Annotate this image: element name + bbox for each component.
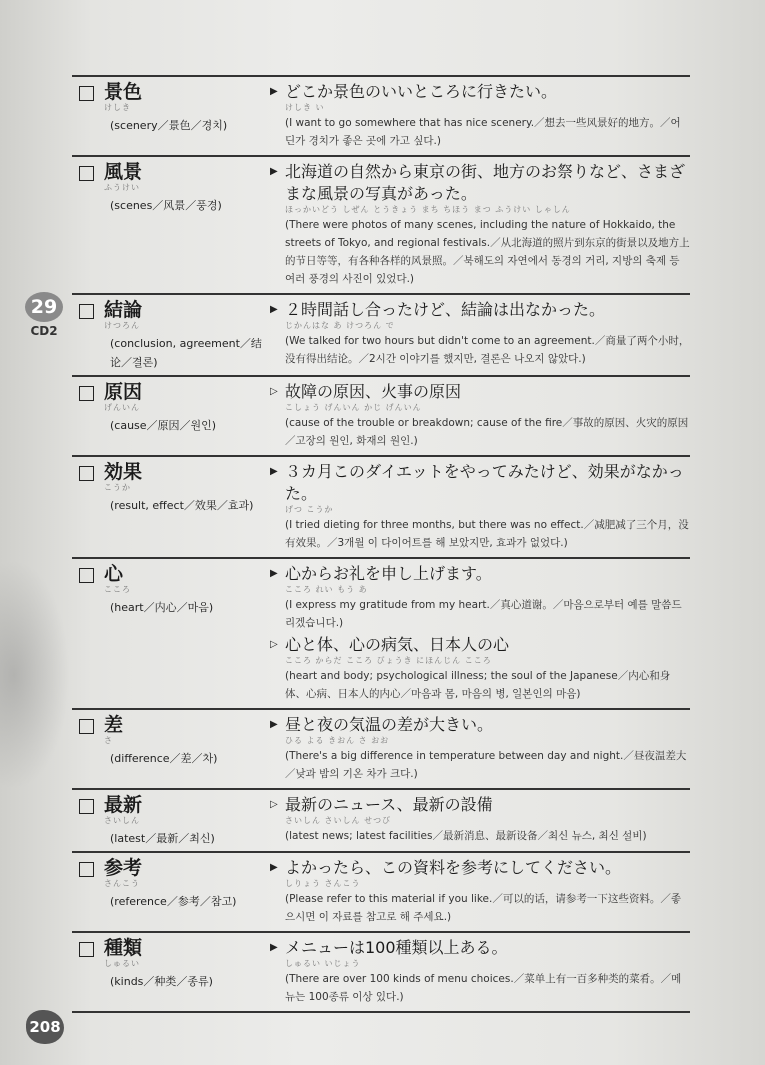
sentence-text: ３カ月このダイエットをやってみたけど、効果がなかった。 (285, 462, 684, 503)
sentence-text: 心からお礼を申し上げます。 (285, 564, 492, 583)
sentence-line (270, 937, 690, 959)
entry-example-column (268, 299, 690, 372)
word-reading: げんいん (104, 403, 140, 412)
sentence-translation: (There were photos of many scenes, including the nature of Hokkaido, the streets of Tokyo, and regional festivals.／从北海道的照片到东京的街景以及地方上的节日等等，有各种各样的风景照。／북해도의 자연에서 동경의 거리, 지방의 축제 등 여러 풍경의 사진이 있었다.) (285, 219, 690, 285)
word-line (72, 381, 268, 413)
word-block (104, 563, 131, 595)
word-reading: こうか (104, 483, 131, 492)
sentence-line (270, 634, 690, 656)
vocab-word: 風景 (104, 161, 143, 183)
entry-word-column (72, 81, 268, 152)
word-meaning: (cause／原因／원인) (110, 419, 217, 432)
vocab-word: 心 (104, 563, 124, 585)
checkbox[interactable] (79, 862, 94, 877)
play-triangle-icon: ▶ (270, 568, 278, 579)
sentence-translation: (I tried dieting for three months, but there was no effect.／减肥减了三个月，没有效果。／3개월 이 다이어트를 해 보았지만, 효과가 없었다.) (285, 519, 689, 549)
sentence-text: 北海道の自然から東京の街、地方のお祭りなど、さまざまな風景の写真があった。 (285, 162, 686, 203)
page-shadow (0, 560, 70, 790)
word-reading: さ (104, 736, 113, 745)
sentence-reading: げつ こうか (285, 505, 334, 514)
play-triangle-icon: ▷ (270, 639, 278, 650)
play-triangle-icon: ▶ (270, 719, 278, 730)
vocab-entry (72, 853, 690, 933)
checkbox[interactable] (79, 719, 94, 734)
sentence-translation: (cause of the trouble or breakdown; cause of the fire／事故的原因、火灾的原因／고장의 원인, 화재의 원인.) (285, 417, 689, 447)
checkbox[interactable] (79, 799, 94, 814)
vocab-entry (72, 377, 690, 457)
word-meaning: (scenes／风景／풍경) (110, 199, 222, 212)
checkbox[interactable] (79, 466, 94, 481)
vocab-word: 結論 (104, 299, 143, 321)
word-line (72, 714, 268, 746)
word-reading: さんこう (104, 879, 140, 888)
sentence-translation: (There are over 100 kinds of menu choices.／菜单上有一百多种类的菜肴。／메뉴는 100종류 이상 있다.) (285, 973, 682, 1003)
vocab-entry (72, 157, 690, 295)
play-triangle-icon: ▶ (270, 862, 278, 873)
example-sentence (270, 161, 690, 288)
sentence-line (270, 714, 690, 736)
sentence-reading: しりょう さんこう (285, 879, 361, 888)
word-block (104, 937, 142, 969)
entry-example-column (268, 563, 690, 705)
sentence-line (270, 81, 690, 103)
word-meaning: (difference／差／차) (110, 752, 218, 765)
vocab-entry (72, 77, 690, 157)
entry-example-column (268, 857, 690, 928)
word-meaning: (scenery／景色／경치) (110, 119, 228, 132)
vocab-entry (72, 710, 690, 790)
vocab-list (72, 75, 690, 1013)
entry-word-column (72, 461, 268, 554)
word-block (104, 81, 142, 113)
sentence-translation: (There's a big difference in temperature between day and night.／昼夜温差大／낮과 밤의 기온 차가 크다.) (285, 750, 687, 780)
example-sentence (270, 794, 690, 845)
word-block (104, 461, 142, 493)
vocab-entry (72, 790, 690, 853)
example-sentence (270, 299, 690, 368)
checkbox[interactable] (79, 942, 94, 957)
sentence-reading: しゅるい いじょう (285, 959, 361, 968)
sentence-translation: (I express my gratitude from my heart.／真心道谢。／마음으로부터 예를 말씀드리겠습니다.) (285, 599, 682, 629)
sentence-translation: (Please refer to this material if you like.／可以的话，请参考一下这些资料。／좋으시면 이 자료를 참고로 해 주세요.) (285, 893, 681, 923)
word-block (104, 381, 142, 413)
entry-example-column (268, 937, 690, 1008)
play-triangle-icon: ▶ (270, 942, 278, 953)
sentence-line (270, 794, 690, 816)
word-block (104, 161, 142, 193)
lesson-marker (24, 292, 64, 338)
word-meaning: (reference／参考／참고) (110, 895, 237, 908)
lesson-number: 29 (25, 292, 63, 322)
sentence-text: 心と体、心の病気、日本人の心 (285, 635, 510, 654)
word-meaning: (result, effect／效果／효과) (110, 499, 254, 512)
example-sentence (270, 634, 690, 703)
sentence-translation: (heart and body; psychological illness; the soul of the Japanese／内心和身体、心病、日本人的内心／마음과 몸, 마음의 병, 일본인의 마음) (285, 670, 671, 700)
page-number: 208 (26, 1010, 64, 1044)
sentence-text: 故障の原因、火事の原因 (285, 382, 462, 401)
cd-label: CD2 (30, 324, 58, 338)
checkbox[interactable] (79, 386, 94, 401)
sentence-reading: こころ れい もう あ (285, 585, 368, 594)
word-meaning: (heart／内心／마음) (110, 601, 214, 614)
word-block (104, 857, 142, 889)
sentence-reading: ひる よる きおん さ おお (285, 736, 390, 745)
checkbox[interactable] (79, 304, 94, 319)
vocab-word: 参考 (104, 857, 143, 879)
checkbox[interactable] (79, 86, 94, 101)
example-sentence (270, 81, 690, 150)
sentence-translation: (latest news; latest facilities／最新消息、最新设备／최신 뉴스, 최신 설비) (285, 830, 647, 842)
sentence-text: ２時間話し合ったけど、結論は出なかった。 (285, 300, 606, 319)
vocab-entry (72, 457, 690, 559)
word-block (104, 794, 142, 826)
vocab-word: 差 (104, 714, 124, 736)
word-line (72, 857, 268, 889)
sentence-reading: じかんはな あ けつろん で (285, 321, 395, 330)
vocab-word: 種類 (104, 937, 143, 959)
play-triangle-icon: ▷ (270, 386, 278, 397)
word-reading: しゅるい (104, 959, 140, 968)
word-line (72, 794, 268, 826)
word-reading: こころ (104, 585, 131, 594)
word-line (72, 937, 268, 969)
word-meaning: (conclusion, agreement／结论／결론) (110, 337, 262, 369)
sentence-reading: さいしん さいしん せつび (285, 816, 392, 825)
sentence-text: 昼と夜の気温の差が大きい。 (285, 715, 494, 734)
sentence-translation: (We talked for two hours but didn't come to an agreement.／商量了两个小时，没有得出结论。／2시간 이야기를 했지만, 결론은 나오지 않았다.) (285, 335, 690, 365)
play-triangle-icon: ▶ (270, 86, 278, 97)
vocab-word: 景色 (104, 81, 143, 103)
entry-word-column (72, 299, 268, 372)
sentence-line (270, 461, 690, 505)
entry-word-column (72, 381, 268, 452)
example-sentence (270, 563, 690, 632)
sentence-text: 最新のニュース、最新の設備 (285, 795, 493, 814)
play-triangle-icon: ▶ (270, 466, 278, 477)
word-line (72, 563, 268, 595)
word-reading: けつろん (104, 321, 140, 330)
play-triangle-icon: ▶ (270, 166, 278, 177)
example-sentence (270, 714, 690, 783)
example-sentence (270, 857, 690, 926)
vocab-entry (72, 559, 690, 710)
word-reading: けしき (104, 103, 131, 112)
word-meaning: (latest／最新／최신) (110, 832, 215, 845)
sentence-text: メニューは100種類以上ある。 (285, 938, 508, 957)
entry-example-column (268, 161, 690, 290)
vocab-entry (72, 933, 690, 1013)
entry-example-column (268, 714, 690, 785)
entry-word-column (72, 937, 268, 1008)
word-line (72, 461, 268, 493)
word-reading: さいしん (104, 816, 140, 825)
entry-word-column (72, 161, 268, 290)
entry-example-column (268, 81, 690, 152)
sentence-reading: こころ からだ こころ びょうき にほんじん こころ (285, 656, 492, 665)
entry-word-column (72, 714, 268, 785)
checkbox[interactable] (79, 568, 94, 583)
word-block (104, 299, 142, 331)
vocab-word: 効果 (104, 461, 143, 483)
sentence-line (270, 161, 690, 205)
sentence-line (270, 563, 690, 585)
sentence-line (270, 857, 690, 879)
vocab-entry (72, 295, 690, 377)
play-triangle-icon: ▷ (270, 799, 278, 810)
entry-example-column (268, 381, 690, 452)
word-block (104, 714, 123, 746)
sentence-line (270, 381, 690, 403)
vocab-word: 原因 (104, 381, 143, 403)
play-triangle-icon: ▶ (270, 304, 278, 315)
checkbox[interactable] (79, 166, 94, 181)
sentence-translation: (I want to go somewhere that has nice scenery.／想去一些风景好的地方。／어딘가 경치가 좋은 곳에 가고 싶다.) (285, 117, 681, 147)
word-reading: ふうけい (104, 183, 140, 192)
entry-example-column (268, 794, 690, 848)
sentence-text: よかったら、この資料を参考にしてください。 (285, 858, 622, 877)
vocab-word: 最新 (104, 794, 143, 816)
entry-word-column (72, 794, 268, 848)
sentence-text: どこか景色のいいところに行きたい。 (285, 82, 558, 101)
example-sentence (270, 461, 690, 552)
entry-word-column (72, 563, 268, 705)
word-line (72, 81, 268, 113)
entry-word-column (72, 857, 268, 928)
sentence-reading: こしょう げんいん かじ げんいん (285, 403, 422, 412)
sentence-line (270, 299, 690, 321)
word-meaning: (kinds／种类／종류) (110, 975, 213, 988)
word-line (72, 299, 268, 331)
example-sentence (270, 937, 690, 1006)
example-sentence (270, 381, 690, 450)
sentence-reading: ほっかいどう しぜん とうきょう まち ちほう まつ ふうけい しゃしん (285, 205, 571, 214)
entry-example-column (268, 461, 690, 554)
sentence-reading: けしき い (285, 103, 325, 112)
word-line (72, 161, 268, 193)
